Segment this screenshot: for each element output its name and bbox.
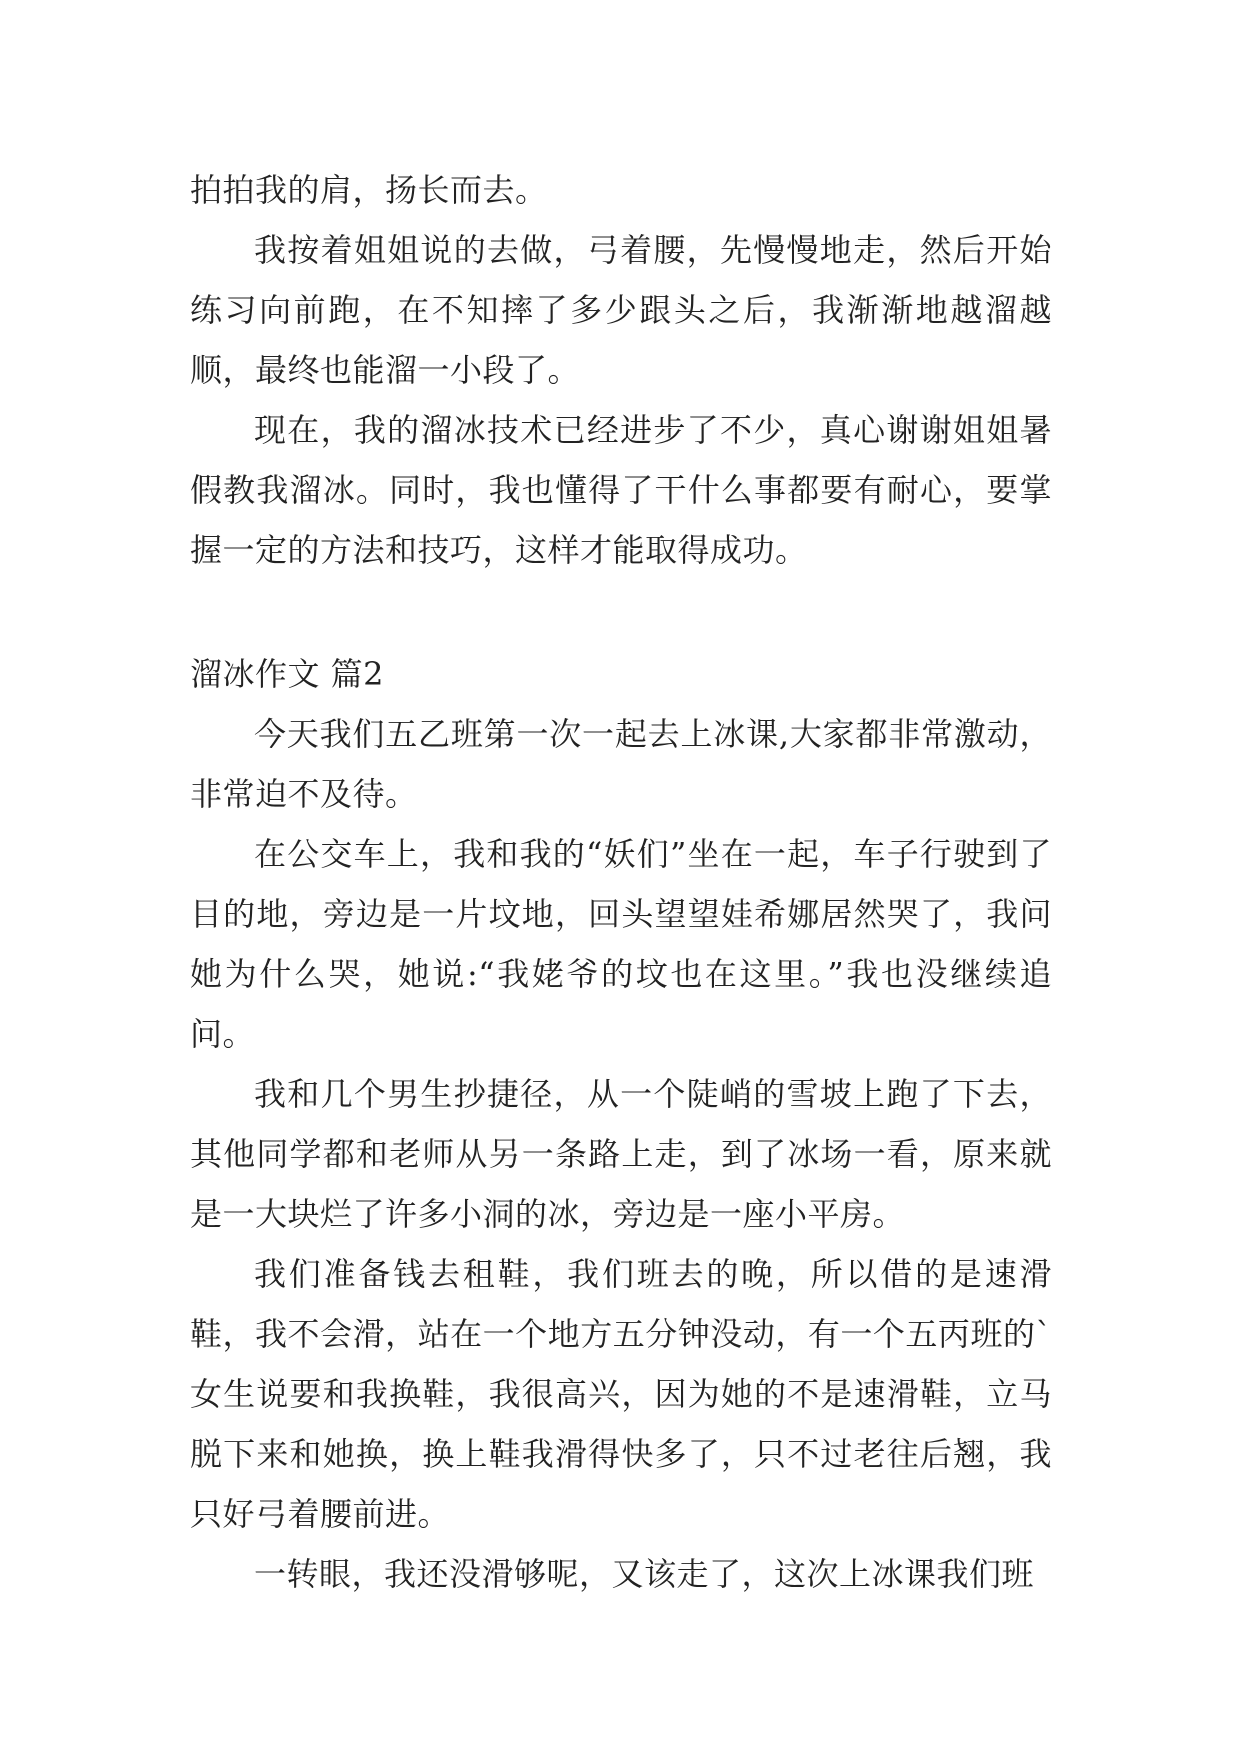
- paragraph-3: 现在，我的溜冰技术已经进步了不少，真心谢谢姐姐暑假教我溜冰。同时，我也懂得了干什么事都要有耐心，要掌握一定的方法和技巧，这样才能取得成功。: [190, 411, 1052, 569]
- document-body: [190, 160, 1052, 1604]
- section-paragraph-5: 一转眼，我还没滑够呢，又该走了，这次上冰课我们班: [254, 1555, 1035, 1593]
- paragraph-2: 我按着姐姐说的去做，弓着腰，先慢慢地走，然后开始练习向前跑，在不知摔了多少跟头之后，我渐渐地越溜越顺，最终也能溜一小段了。: [190, 231, 1052, 389]
- section-paragraph-3: 我和几个男生抄捷径，从一个陡峭的雪坡上跑了下去，其他同学都和老师从另一条路上走，到了冰场一看，原来就是一大块烂了许多小洞的冰，旁边是一座小平房。: [190, 1075, 1052, 1233]
- section-paragraph-4: 我们准备钱去租鞋，我们班去的晚，所以借的是速滑鞋，我不会滑，站在一个地方五分钟没动，有一个五丙班的`女生说要和我换鞋，我很高兴，因为她的不是速滑鞋，立马脱下来和她换，换上鞋我滑得快多了，只不过老往后翘，我只好弓着腰前进。: [190, 1255, 1052, 1533]
- section-paragraph-1: 今天我们五乙班第一次一起去上冰课,大家都非常激动，非常迫不及待。: [190, 715, 1052, 813]
- paragraph-1: 拍拍我的肩，扬长而去。: [190, 171, 548, 209]
- section-title: 溜冰作文 篇2: [190, 655, 385, 693]
- section-paragraph-2: 在公交车上，我和我的“妖们”坐在一起，车子行驶到了目的地，旁边是一片坟地，回头望望娃希娜居然哭了，我问她为什么哭，她说:“我姥爷的坟也在这里。”我也没继续追问。: [190, 835, 1052, 1053]
